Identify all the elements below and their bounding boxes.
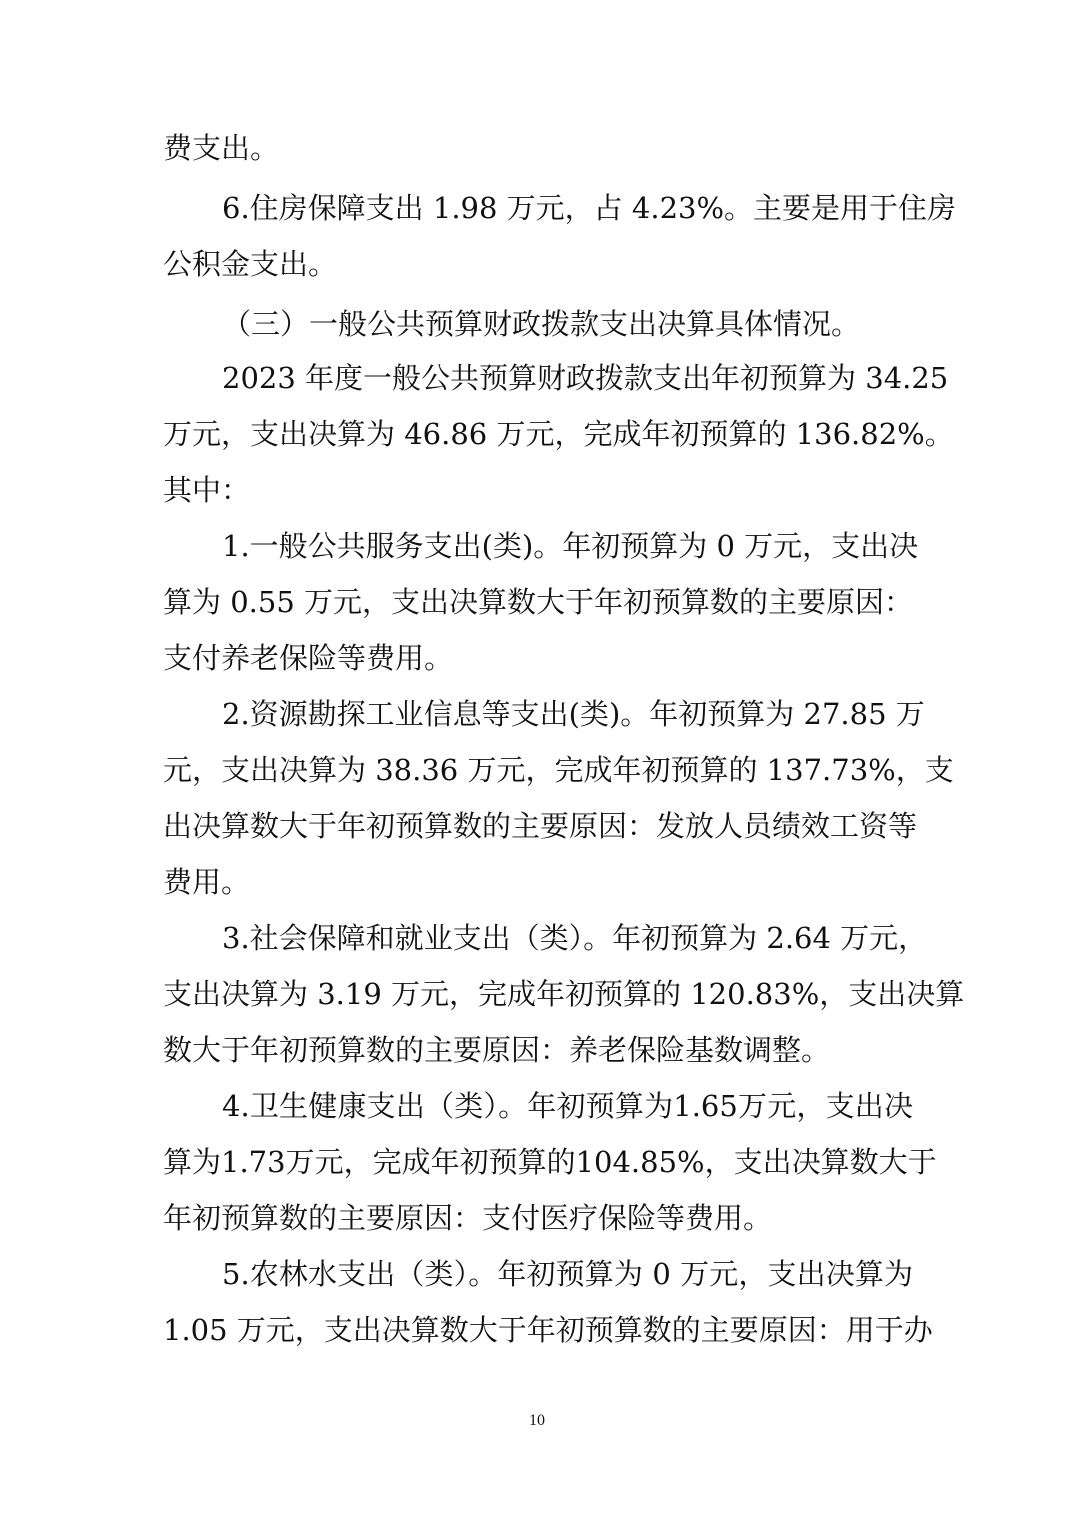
text-line: 算为 0.55 万元，支出决算数大于年初预算数的主要原因： — [163, 585, 914, 619]
text-line: 2023 年度一般公共预算财政拨款支出年初预算为 34.25 — [222, 361, 949, 395]
section-heading: （三）一般公共预算财政拨款支出决算具体情况。 — [222, 307, 861, 341]
text-line: 2.资源勘探工业信息等支出(类)。年初预算为 27.85 万 — [222, 697, 925, 731]
text-line: 其中： — [163, 473, 251, 507]
text-line: 数大于年初预算数的主要原因：养老保险基数调整。 — [163, 1033, 831, 1067]
text-line: 3.社会保障和就业支出（类）。年初预算为 2.64 万元， — [222, 921, 928, 955]
text-line: 费支出。 — [163, 131, 280, 165]
text-line: 年初预算数的主要原因：支付医疗保险等费用。 — [163, 1201, 773, 1235]
text-line: 1.一般公共服务支出(类)。年初预算为 0 万元，支出决 — [222, 529, 919, 563]
page-number: 10 — [529, 1412, 545, 1429]
text-line: 支出决算为 3.19 万元，完成年初预算的 120.83%，支出决算 — [163, 977, 965, 1011]
text-line: 费用。 — [163, 865, 251, 899]
text-line: 5.农林水支出（类）。年初预算为 0 万元，支出决算为 — [222, 1257, 913, 1291]
text-line: 4.卫生健康支出（类）。年初预算为1.65万元，支出决 — [222, 1089, 913, 1123]
text-line: 元，支出决算为 38.36 万元，完成年初预算的 137.73%，支 — [163, 753, 954, 787]
text-line: 支付养老保险等费用。 — [163, 641, 454, 675]
text-line: 公积金支出。 — [163, 247, 338, 281]
text-line: 6.住房保障支出 1.98 万元，占 4.23%。主要是用于住房 — [222, 191, 957, 225]
text-line: 万元，支出决算为 46.86 万元，完成年初预算的 136.82%。 — [163, 417, 954, 451]
text-line: 出决算数大于年初预算数的主要原因：发放人员绩效工资等 — [163, 809, 918, 843]
text-line: 1.05 万元，支出决算数大于年初预算数的主要原因：用于办 — [163, 1313, 933, 1347]
text-line: 算为1.73万元，完成年初预算的104.85%，支出决算数大于 — [163, 1145, 937, 1179]
